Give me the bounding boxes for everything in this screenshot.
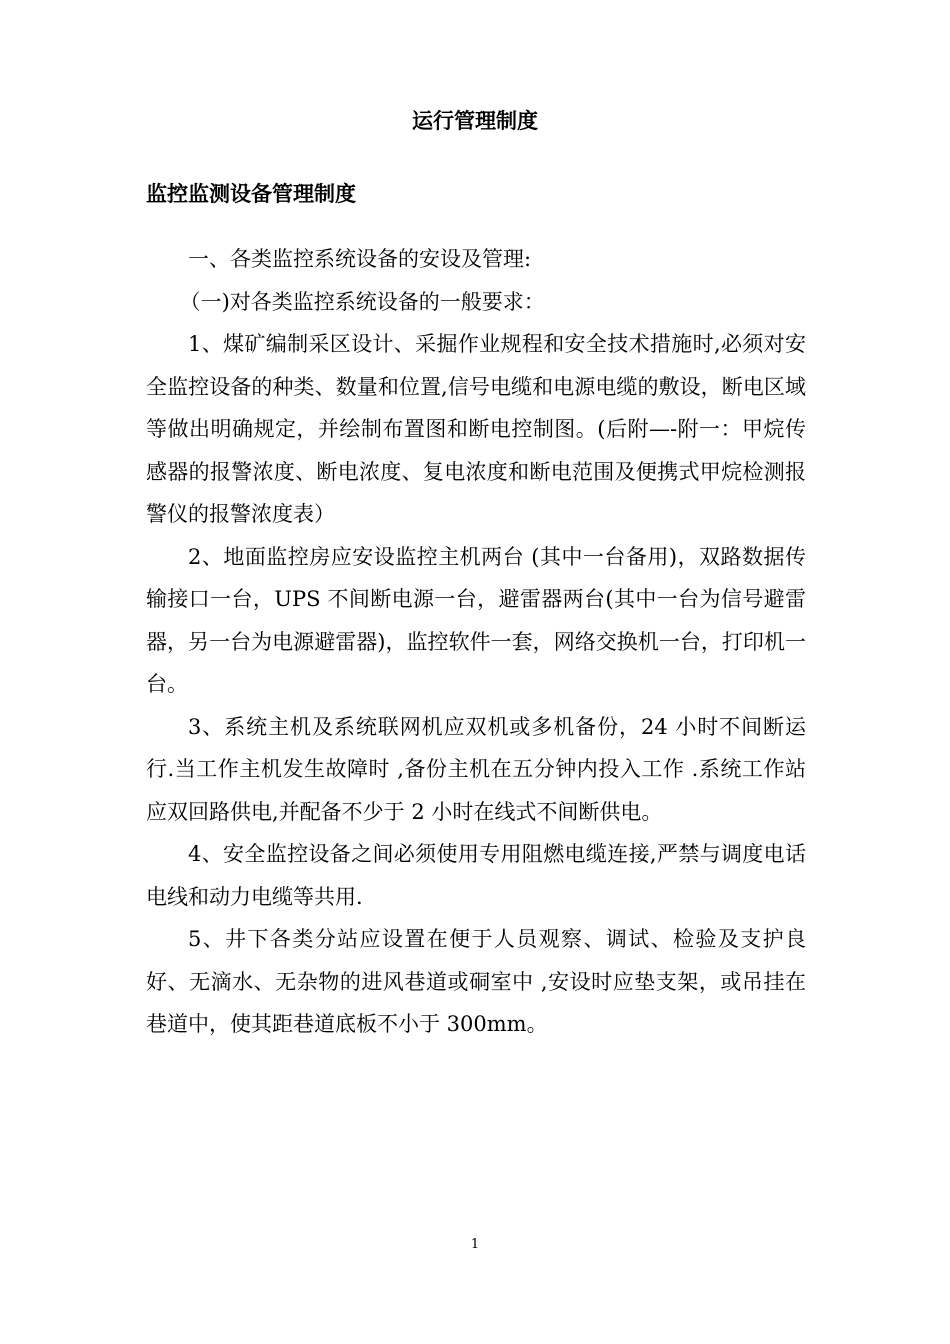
page-number: 1 bbox=[470, 1237, 480, 1252]
document-title: 运行管理制度 bbox=[412, 109, 538, 133]
paragraph-item-5: 5、井下各类分站应设置在便于人员观察、调试、检验及支护良好、无滴水、无杂物的进风巷道或硐室中 ,安设时应垫支架，或吊挂在巷道中，使其距巷道底板不小于 300mm。 bbox=[146, 927, 806, 1036]
paragraph-subheading-1: （一)对各类监控系统设备的一般要求： bbox=[179, 289, 545, 314]
paragraph-item-4: 4、安全监控设备之间必须使用专用阻燃电缆连接,严禁与调度电话电线和动力电缆等共用. bbox=[146, 842, 806, 909]
section-title: 监控监测设备管理制度 bbox=[146, 182, 356, 206]
paragraph-item-3: 3、系统主机及系统联网机应双机或多机备份，24 小时不间断运行.当工作主机发生故障时 ,备份主机在五分钟内投入工作 .系统工作站应双回路供电,并配备不少于 2 小时在线式不间断供电。 bbox=[146, 714, 806, 824]
paragraph-item-1: 1、煤矿编制采区设计、采掘作业规程和安全技术措施时,必须对安全监控设备的种类、数量和位置,信号电缆和电源电缆的敷设，断电区域等做出明确规定，并绘制布置图和断电控制图。(后附—-附一：甲烷传感器的报警浓度、断电浓度、复电浓度和断电范围及便携式甲烷检测报警仪的报警浓度表） bbox=[146, 332, 806, 526]
document-body bbox=[146, 238, 806, 1046]
paragraph-item-2: 2、地面监控房应安设监控主机两台 (其中一台备用)，双路数据传输接口一台，UPS 不间断电源一台，避雷器两台(其中一台为信号避雷器，另一台为电源避雷器)，监控软件一套，网络交换机一台，打印机一台。 bbox=[146, 544, 806, 696]
paragraph-heading-1: 一、各类监控系统设备的安设及管理: bbox=[188, 247, 532, 271]
